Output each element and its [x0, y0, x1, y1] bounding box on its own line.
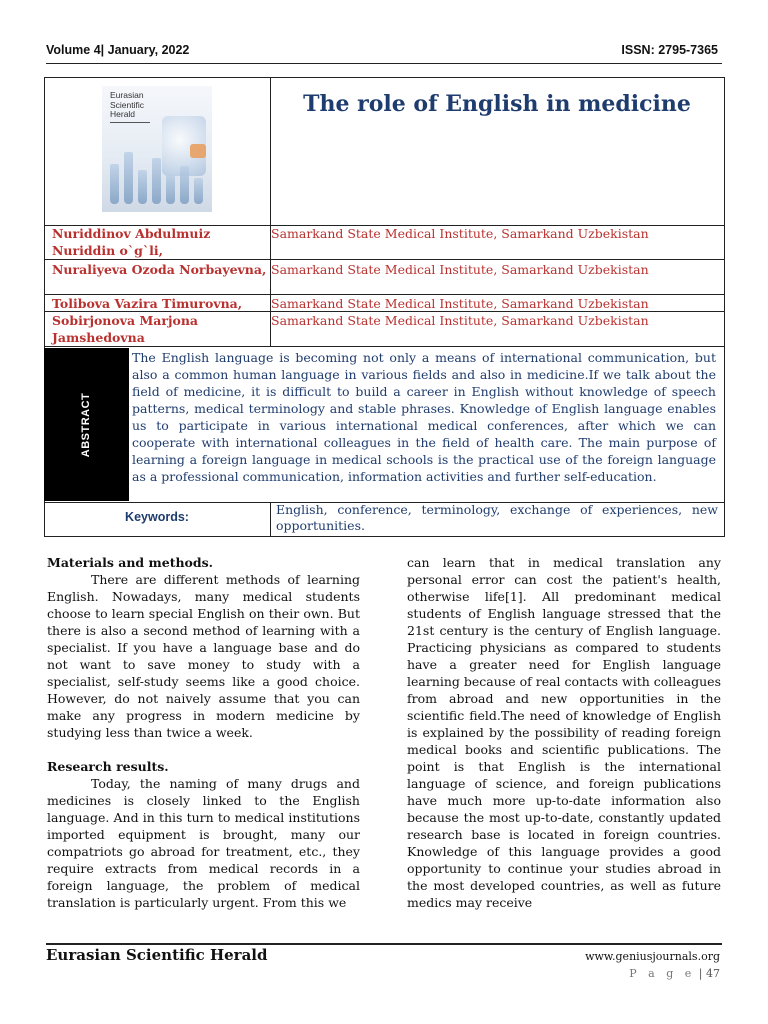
page-separator: | — [698, 967, 703, 980]
footer-divider — [46, 943, 722, 945]
page-word: P a g e — [629, 967, 696, 980]
volume-info: Volume 4| January, 2022 — [46, 43, 190, 57]
journal-cover-image — [102, 86, 212, 212]
page-number-value: 47 — [706, 967, 720, 980]
abstract-sidebar — [44, 348, 129, 501]
abstract-text: The English language is becoming not only a means of international communication, but also a common human language in various fields and also in medicine.If we talk about the field of medicine, it is difficult to build a career in English without knowledge of speech patterns, medical terminology and stable phrases. Knowledge of English language enables us to participate in various international medical conferences, after which we can cooperate with international colleagues in the field of health care. The main purpose of learning a foreign language in medical schools is the practical use of the foreign language as a professional communication, information activities and further self-education. — [132, 350, 716, 484]
author-name: Sobirjonova Marjona Jamshedovna — [52, 313, 199, 345]
materials-heading: Materials and methods. — [47, 555, 214, 570]
article-header-table — [44, 77, 724, 537]
results-paragraph: Today, the naming of many drugs and medicines is closely linked to the English language. And in this turn to medical institutions imported equipment is brought, many our compatriots go abroad for treatment, etc., they require extracts from medical records in a foreign language, the problem of medical translation is particularly urgent. From this we — [47, 776, 360, 910]
results-heading: Research results. — [47, 759, 169, 774]
keywords-text: English, conference, terminology, exchange of experiences, new opportunities. — [276, 502, 718, 533]
abstract-label: ABSTRACT — [80, 392, 92, 458]
author-name: Nuraliyeva Ozoda Norbayevna, — [52, 262, 267, 277]
author-affiliation: Samarkand State Medical Institute, Samarkand Uzbekistan — [271, 226, 649, 241]
body-column-right — [407, 554, 721, 911]
keywords-label: Keywords: — [125, 510, 189, 524]
liquid-graphic — [190, 144, 206, 158]
issn-info: ISSN: 2795-7365 — [621, 43, 718, 57]
page-number — [629, 967, 720, 980]
header-divider — [46, 63, 722, 64]
author-affiliation: Samarkand State Medical Institute, Samarkand Uzbekistan — [271, 262, 649, 277]
continued-paragraph: can learn that in medical translation any personal error can cost the patient's health, otherwise life[1]. All predominant medical students of English language stressed that the 21st century is the century of English language. Practicing physicians as compared to students have a greater need for English language learning because of real contacts with colleagues from abroad and new opportunities in the scientific field.The need of knowledge of English is explained by the possibility of reading foreign medical books and scientific publications. The point is that English is the international language of science, and foreign publications have much more up-to-date information also because the most up-to-date, constantly updated research base is located in foreign countries. Knowledge of this language provides a good opportunity to continue your studies abroad in the most developed countries, as well as future medics may receive — [407, 555, 721, 910]
footer-url[interactable]: www.geniusjournals.org — [585, 950, 720, 963]
body-column-left — [47, 554, 360, 911]
author-affiliation: Samarkand State Medical Institute, Samarkand Uzbekistan — [271, 296, 649, 311]
author-name: Nuriddinov Abdulmuiz Nuriddin o`g`li, — [52, 226, 211, 258]
materials-paragraph: There are different methods of learning English. Nowadays, many medical students choose to learn special English on their own. But there is also a second method of learning with a specialist. If you have a language base and do not want to save money to study with a specialist, self-study seems like a good choice. However, do not naively assume that you can make any progress in modern medicine by studying less than twice a week. — [47, 572, 360, 740]
footer-journal-name: Eurasian Scientific Herald — [46, 946, 268, 964]
article-title: The role of English in medicine — [303, 91, 691, 117]
author-name: Tolibova Vazira Timurovna, — [52, 296, 243, 311]
cover-title: Eurasian Scientific Herald — [110, 90, 145, 119]
author-affiliation: Samarkand State Medical Institute, Samarkand Uzbekistan — [271, 313, 649, 328]
